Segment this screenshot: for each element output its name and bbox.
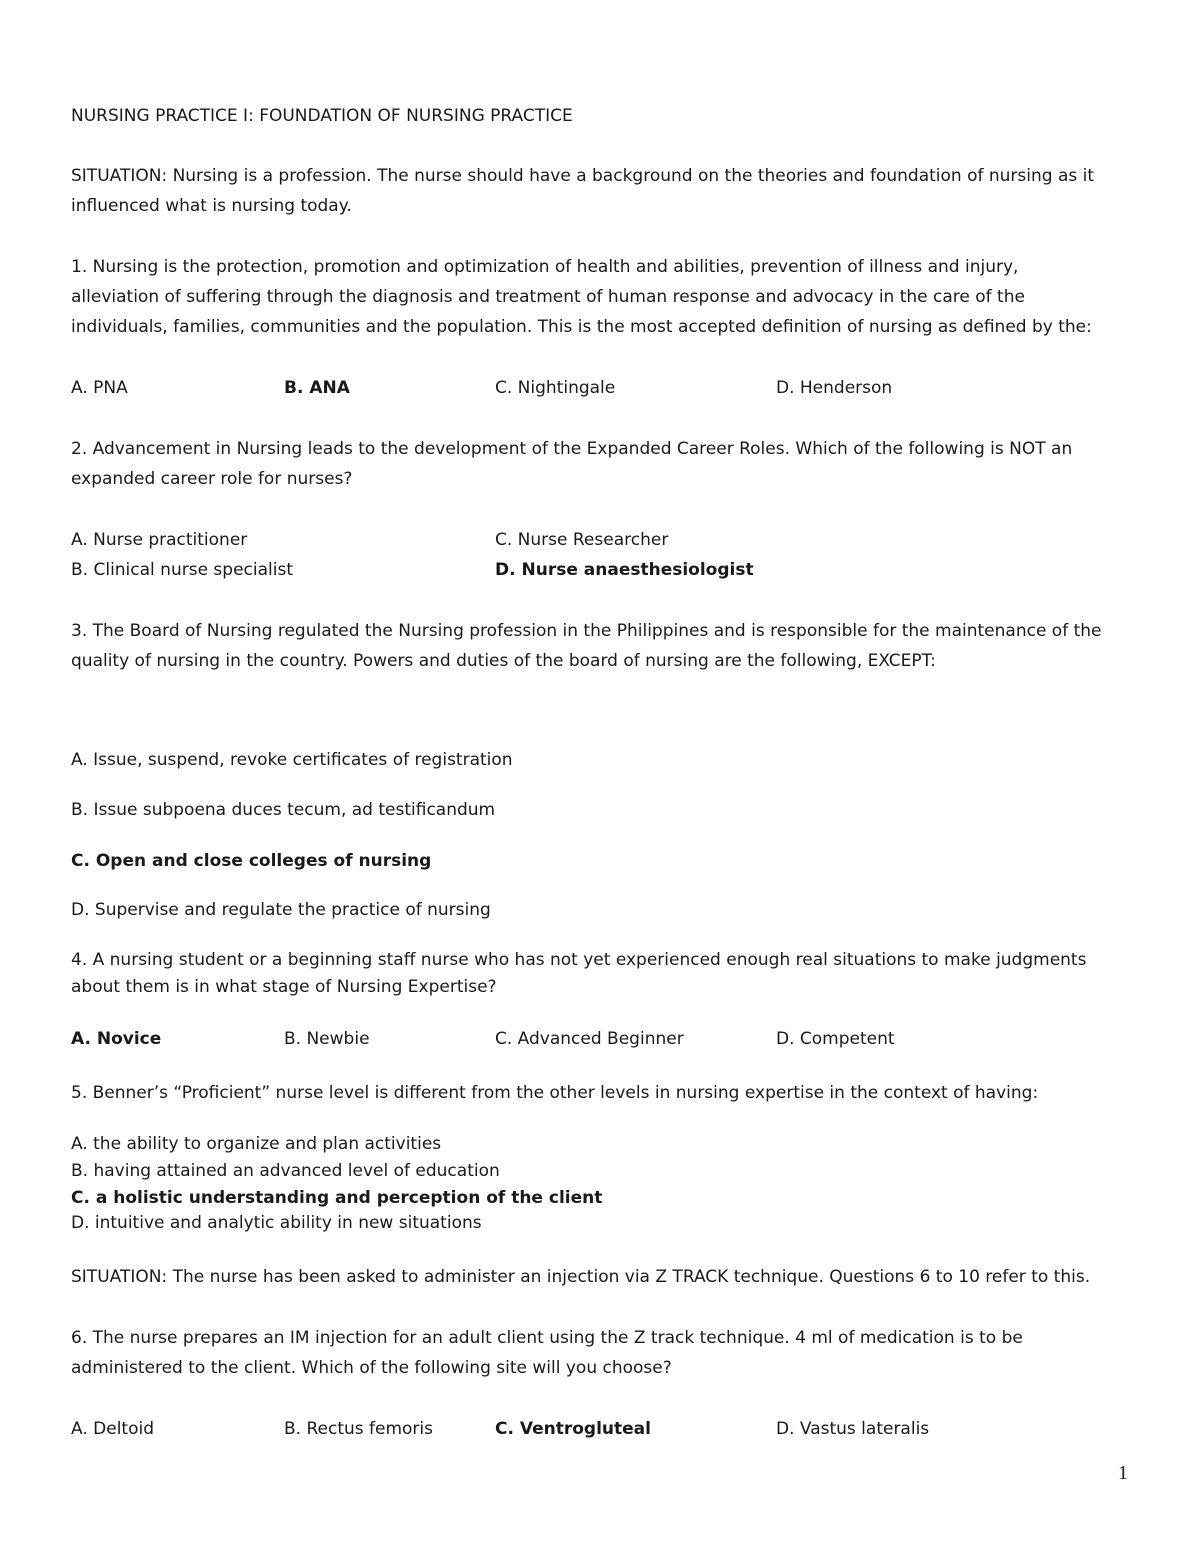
q6-option-d: D. Vastus lateralis [776, 1419, 930, 1439]
question-3-line-1: 3. The Board of Nursing regulated the Nursing profession in the Philippines and is responsible for the maintenance of the [71, 621, 1102, 641]
q2-option-a: A. Nurse practitioner [71, 530, 248, 550]
q1-option-c: C. Nightingale [495, 378, 616, 398]
question-1-line-1: 1. Nursing is the protection, promotion and optimization of health and abilities, prevention of illness and injury, [71, 257, 1019, 277]
page-number: 1 [1118, 1462, 1128, 1484]
question-2-line-2: expanded career role for nurses? [71, 469, 353, 489]
q1-option-b-answer: B. ANA [284, 378, 350, 398]
question-6-line-1: 6. The nurse prepares an IM injection for an adult client using the Z track technique. 4 ml of medication is to be [71, 1328, 1023, 1348]
q3-option-a: A. Issue, suspend, revoke certificates of registration [71, 750, 513, 770]
q5-option-c-answer: C. a holistic understanding and perception of the client [71, 1188, 603, 1208]
q5-option-b: B. having attained an advanced level of education [71, 1161, 500, 1181]
q6-option-c-answer: C. Ventrogluteal [495, 1419, 651, 1439]
q2-option-d-answer: D. Nurse anaesthesiologist [495, 560, 754, 580]
q3-option-c-answer: C. Open and close colleges of nursing [71, 851, 432, 871]
question-2-line-1: 2. Advancement in Nursing leads to the development of the Expanded Career Roles. Which of the following is NOT an [71, 439, 1073, 459]
q4-option-a-answer: A. Novice [71, 1029, 162, 1049]
q3-option-d: D. Supervise and regulate the practice of nursing [71, 900, 491, 920]
q4-option-d: D. Competent [776, 1029, 895, 1049]
question-1-line-3: individuals, families, communities and the population. This is the most accepted definition of nursing as defined by the: [71, 317, 1092, 337]
q2-option-b: B. Clinical nurse specialist [71, 560, 293, 580]
q6-option-a: A. Deltoid [71, 1419, 154, 1439]
document-title: NURSING PRACTICE I: FOUNDATION OF NURSING PRACTICE [71, 106, 573, 126]
situation-1-line-2: influenced what is nursing today. [71, 196, 352, 216]
question-4-line-1: 4. A nursing student or a beginning staff nurse who has not yet experienced enough real situations to make judgments [71, 950, 1087, 970]
q6-option-b: B. Rectus femoris [284, 1419, 433, 1439]
q4-option-b: B. Newbie [284, 1029, 370, 1049]
q1-option-a: A. PNA [71, 378, 128, 398]
question-5-line-1: 5. Benner’s “Proficient” nurse level is different from the other levels in nursing expertise in the context of having: [71, 1083, 1039, 1103]
q3-option-b: B. Issue subpoena duces tecum, ad testificandum [71, 800, 496, 820]
q4-option-c: C. Advanced Beginner [495, 1029, 684, 1049]
question-1-line-2: alleviation of suffering through the diagnosis and treatment of human response and advocacy in the care of the [71, 287, 1025, 307]
question-3-line-2: quality of nursing in the country. Powers and duties of the board of nursing are the following, EXCEPT: [71, 651, 936, 671]
q5-option-a: A. the ability to organize and plan activities [71, 1134, 442, 1154]
q1-option-d: D. Henderson [776, 378, 893, 398]
situation-1-line-1: SITUATION: Nursing is a profession. The nurse should have a background on the theories and foundation of nursing as it [71, 166, 1095, 186]
question-6-line-2: administered to the client. Which of the following site will you choose? [71, 1358, 672, 1378]
q5-option-d: D. intuitive and analytic ability in new situations [71, 1213, 482, 1233]
q2-option-c: C. Nurse Researcher [495, 530, 669, 550]
situation-2-line-1: SITUATION: The nurse has been asked to administer an injection via Z TRACK technique. Questions 6 to 10 refer to this. [71, 1267, 1091, 1287]
question-4-line-2: about them is in what stage of Nursing Expertise? [71, 977, 497, 997]
